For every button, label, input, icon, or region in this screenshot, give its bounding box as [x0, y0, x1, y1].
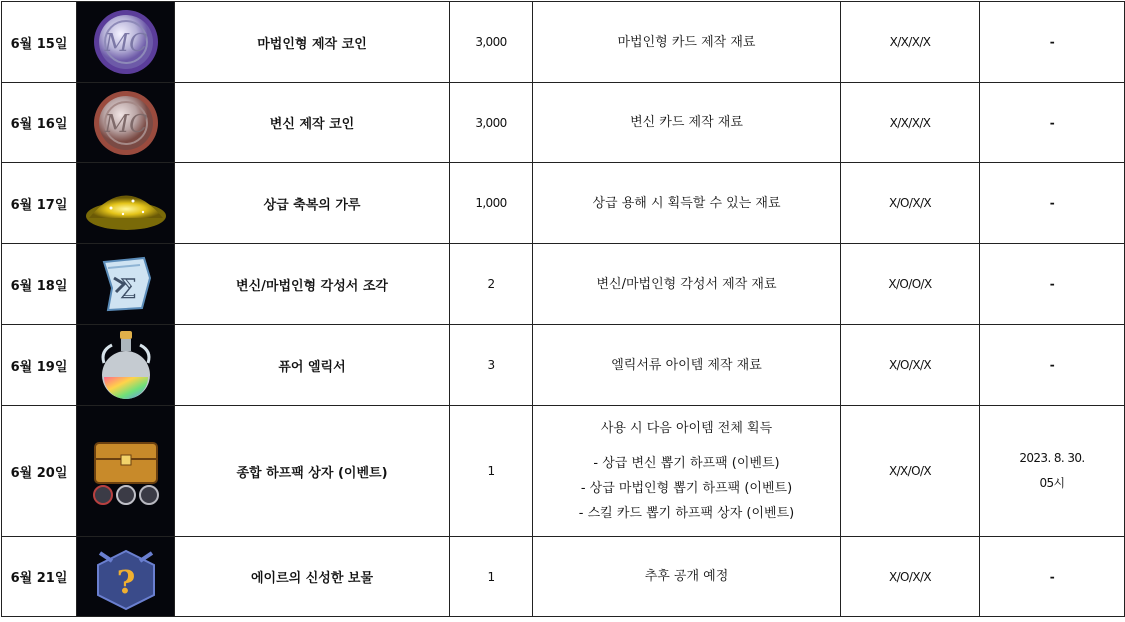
description-line: 상급 용해 시 획득할 수 있는 재료	[592, 195, 781, 211]
date-cell: 6월 20일	[2, 406, 77, 537]
trade-cell: X/X/X/X	[841, 2, 980, 83]
mystery-box-icon	[78, 538, 174, 616]
magic-doll-coin-icon	[78, 3, 174, 81]
item-name-cell: 종합 하프팩 상자 (이벤트)	[175, 406, 450, 537]
date-cell: 6월 16일	[2, 83, 77, 163]
transform-coin-icon	[78, 84, 174, 162]
elixir-bottle-icon	[78, 326, 174, 404]
quantity-cell: 1	[450, 406, 533, 537]
item-name-cell: 에이르의 신성한 보물	[175, 537, 450, 617]
expiry-line: 05시	[1039, 476, 1065, 490]
icon-cell	[77, 244, 175, 325]
expiry-cell	[980, 406, 1125, 537]
reward-row	[2, 2, 1125, 83]
reward-row	[2, 537, 1125, 617]
reward-row	[2, 325, 1125, 406]
description-line: 변신/마법인형 각성서 제작 재료	[596, 276, 777, 292]
attendance-reward-table	[1, 1, 1125, 617]
date-cell: 6월 15일	[2, 2, 77, 83]
reward-row	[2, 83, 1125, 163]
icon-cell	[77, 406, 175, 537]
description-line: 사용 시 다음 아이템 전체 획득	[600, 421, 773, 436]
description-line: - 상급 변신 뽑기 하프팩 (이벤트)	[593, 456, 780, 471]
gold-powder-icon	[78, 164, 174, 242]
quantity-cell: 3,000	[450, 2, 533, 83]
trade-cell: X/O/X/X	[841, 163, 980, 244]
quantity-cell: 1,000	[450, 163, 533, 244]
expiry-cell: -	[980, 163, 1125, 244]
reward-row	[2, 244, 1125, 325]
description-cell	[533, 325, 841, 406]
item-name-cell: 상급 축복의 가루	[175, 163, 450, 244]
description-cell	[533, 406, 841, 537]
description-cell	[533, 83, 841, 163]
description-line: - 스킬 카드 뽑기 하프팩 상자 (이벤트)	[578, 506, 795, 521]
description-cell	[533, 2, 841, 83]
description-cell	[533, 537, 841, 617]
description-line: 변신 카드 제작 재료	[630, 115, 743, 130]
description-line: 엘릭서류 아이템 제작 재료	[611, 357, 762, 373]
reward-row	[2, 163, 1125, 244]
quantity-cell: 2	[450, 244, 533, 325]
description-line: - 상급 마법인형 뽑기 하프팩 (이벤트)	[580, 481, 793, 496]
quantity-cell: 1	[450, 537, 533, 617]
item-name-cell: 변신 제작 코인	[175, 83, 450, 163]
trade-cell: X/O/O/X	[841, 244, 980, 325]
trade-cell: X/X/X/X	[841, 83, 980, 163]
description-line	[533, 441, 840, 451]
svg-text:MC: MC	[104, 109, 147, 138]
treasure-chest-icon	[78, 432, 174, 510]
description-line: 추후 공개 예정	[644, 569, 729, 584]
trade-cell: X/O/X/X	[841, 537, 980, 617]
svg-text:MC: MC	[104, 29, 147, 57]
date-cell: 6월 17일	[2, 163, 77, 244]
expiry-cell: -	[980, 244, 1125, 325]
expiry-cell: -	[980, 2, 1125, 83]
item-name-cell: 퓨어 엘릭서	[175, 325, 450, 406]
expiry-cell: -	[980, 83, 1125, 163]
quantity-cell: 3	[450, 325, 533, 406]
date-cell: 6월 19일	[2, 325, 77, 406]
item-name-cell: 변신/마법인형 각성서 조각	[175, 244, 450, 325]
icon-cell	[77, 163, 175, 244]
quantity-cell: 3,000	[450, 83, 533, 163]
trade-cell: X/O/X/X	[841, 325, 980, 406]
description-cell	[533, 163, 841, 244]
scroll-fragment-icon	[78, 245, 174, 323]
icon-cell	[77, 537, 175, 617]
description-cell	[533, 244, 841, 325]
date-cell: 6월 21일	[2, 537, 77, 617]
icon-cell	[77, 325, 175, 406]
expiry-line: 2023. 8. 30.	[1019, 451, 1085, 465]
description-line: 마법인형 카드 제작 재료	[617, 34, 756, 50]
expiry-cell: -	[980, 325, 1125, 406]
date-cell: 6월 18일	[2, 244, 77, 325]
trade-cell: X/X/O/X	[841, 406, 980, 537]
item-name-cell: 마법인형 제작 코인	[175, 2, 450, 83]
icon-cell	[77, 83, 175, 163]
icon-cell	[77, 2, 175, 83]
expiry-cell: -	[980, 537, 1125, 617]
reward-row	[2, 406, 1125, 537]
svg-text:⅀: ⅀	[119, 275, 136, 300]
svg-text:?: ?	[116, 562, 135, 601]
